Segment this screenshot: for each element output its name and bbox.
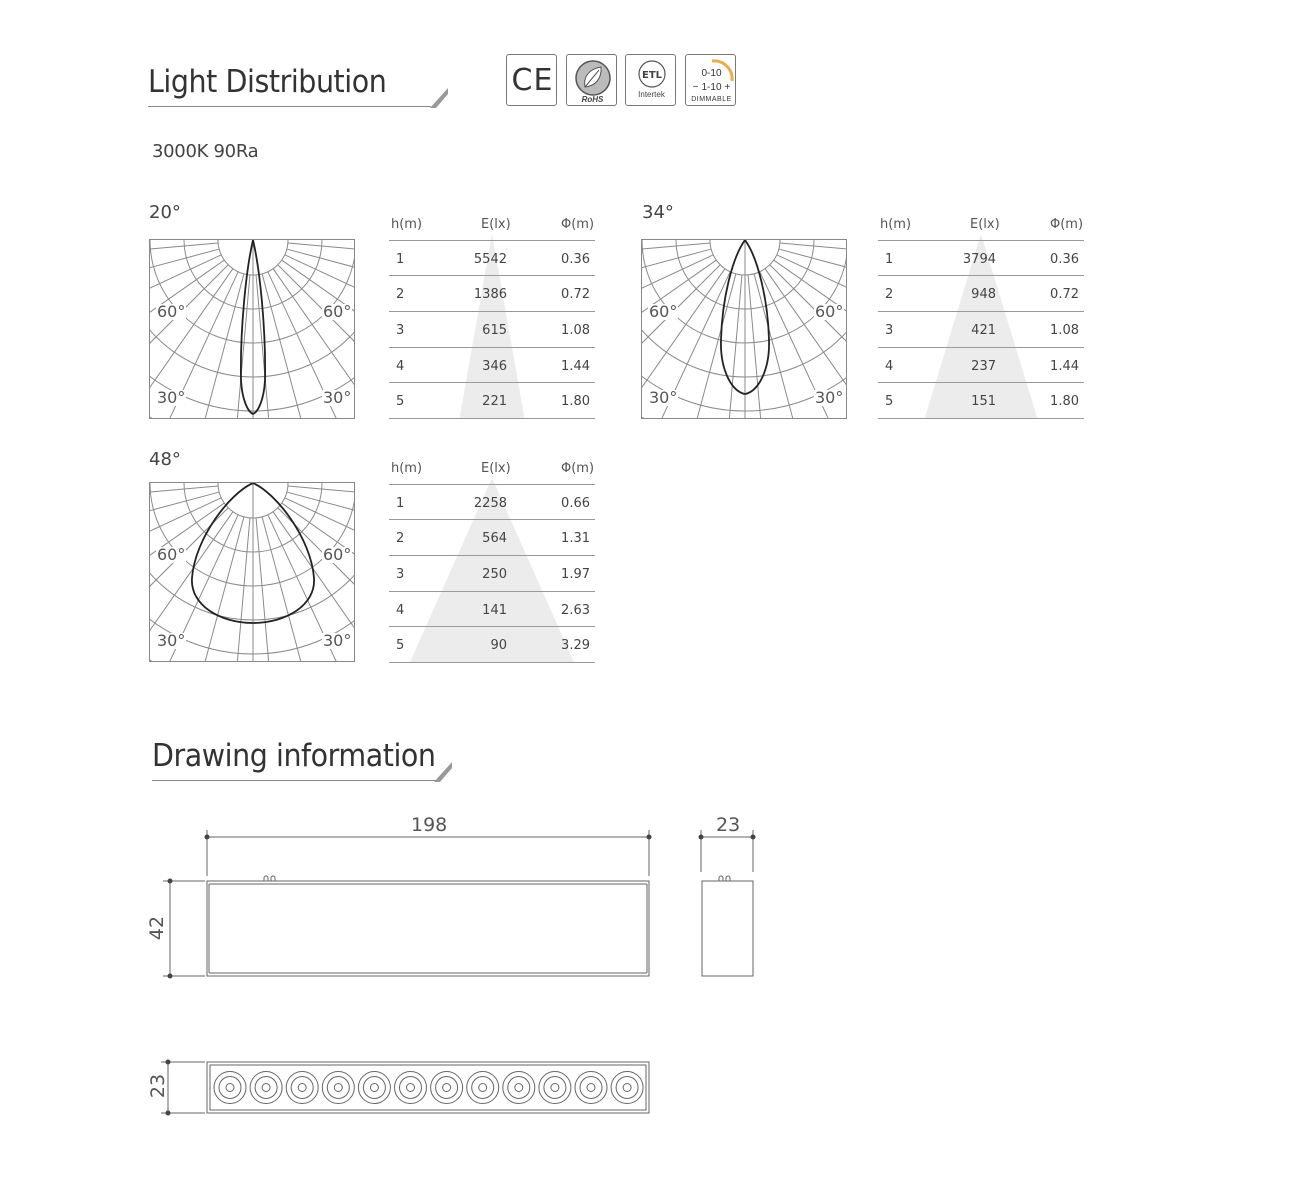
table-cell: 3 [885,323,894,338]
dimmable-range-2: − 1-10 + [692,82,731,93]
table-cell: 1.44 [561,359,590,374]
polar-angle-label: 30° [323,631,352,650]
led-lens [407,1084,415,1092]
column-header: Φ(m) [561,461,595,476]
table-cell: 2 [885,287,894,302]
led-lens [291,1077,313,1099]
table-cell: 1.97 [561,567,590,582]
led-lens [226,1084,234,1092]
led-lens [587,1084,595,1092]
table-cell: 0.72 [561,287,590,302]
column-header: h(m) [391,217,423,232]
table-cell: 1.44 [1050,359,1079,374]
table-cell: 2258 [473,496,507,511]
led-lens [544,1077,566,1099]
led-lens [472,1077,494,1099]
width-dimension-label: 23 [147,1073,170,1099]
led-lens [551,1084,559,1092]
intertek-label: Intertek [638,90,665,99]
table-cell: 5 [396,394,405,409]
depth-dimension-label: 23 [716,814,741,836]
table-cell: 2 [396,531,405,546]
polar-angle-label: 30° [323,388,352,407]
dimmable-range-1: 0-10 [701,68,722,79]
led-lens [508,1077,530,1099]
connector-pins [719,876,730,881]
column-header: E(lx) [481,461,511,476]
table-cell: 3794 [962,252,996,267]
table-cell: 421 [971,323,996,338]
beam-angle-label: 48° [149,449,181,470]
led-lens [436,1077,458,1099]
led-lens [334,1084,342,1092]
table-cell: 90 [490,638,507,653]
led-lens [443,1084,451,1092]
table-cell: 948 [971,287,996,302]
svg-text:ETL: ETL [641,70,663,81]
table-cell: 5542 [473,252,507,267]
polar-angle-label: 30° [649,388,678,407]
table-cell: 615 [482,323,507,338]
table-cell: 1.08 [561,323,590,338]
table-cell: 4 [396,359,405,374]
led-lens [616,1077,638,1099]
table-cell: 250 [482,567,507,582]
beam-angle-label: 20° [149,202,181,223]
table-cell: 1 [885,252,894,267]
table-cell: 1386 [473,287,507,302]
table-cell: 1 [396,252,405,267]
table-cell: 0.66 [561,496,590,511]
length-dimension-label: 198 [411,814,448,836]
polar-angle-label: 30° [157,388,186,407]
dimmable-label: DIMMABLE [691,96,732,103]
table-cell: 5 [396,638,405,653]
table-cell: 221 [482,394,507,409]
table-cell: 3.29 [561,638,590,653]
table-cell: 1.08 [1050,323,1079,338]
polar-angle-label: 60° [649,302,678,321]
table-cell: 4 [396,603,405,618]
polar-angle-label: 60° [157,545,186,564]
table-cell: 151 [971,394,996,409]
table-cell: 1.31 [561,531,590,546]
polar-angle-label: 60° [157,302,186,321]
table-cell: 5 [885,394,894,409]
rohs-label: RoHS [581,95,604,104]
polar-angle-label: 30° [815,388,844,407]
column-header: h(m) [391,461,423,476]
bottom-view-body [207,1062,649,1113]
ce-mark-text: CE [511,63,554,98]
table-cell: 1.80 [561,394,590,409]
led-lens [479,1084,487,1092]
polar-angle-label: 60° [815,302,844,321]
led-lens [580,1077,602,1099]
led-lens [623,1084,631,1092]
light-distribution-title: Light Distribution [148,64,387,100]
table-cell: 3 [396,323,405,338]
polar-angle-label: 60° [323,302,352,321]
led-lens [327,1077,349,1099]
led-lens [400,1077,422,1099]
table-cell: 346 [482,359,507,374]
table-cell: 2.63 [561,603,590,618]
led-lens [515,1084,523,1092]
led-lens [370,1084,378,1092]
polar-angle-label: 30° [157,631,186,650]
table-cell: 3 [396,567,405,582]
column-header: E(lx) [481,217,511,232]
column-header: Φ(m) [561,217,595,232]
column-header: h(m) [880,217,912,232]
table-cell: 1 [396,496,405,511]
drawing-information-title: Drawing information [152,738,436,774]
table-cell: 0.36 [1050,252,1079,267]
table-cell: 141 [482,603,507,618]
height-dimension-label: 42 [146,915,169,941]
table-cell: 237 [971,359,996,374]
led-lens [262,1084,270,1092]
table-cell: 4 [885,359,894,374]
led-lens [298,1084,306,1092]
polar-angle-label: 60° [323,545,352,564]
connector-pins [264,876,275,881]
table-cell: 0.36 [561,252,590,267]
color-temp-cri: 3000K 90Ra [152,141,259,162]
led-lens [255,1077,277,1099]
column-header: E(lx) [970,217,1000,232]
led-array [214,1072,643,1104]
led-lens [219,1077,241,1099]
led-lens [363,1077,385,1099]
table-cell: 1.80 [1050,394,1079,409]
table-cell: 2 [396,287,405,302]
side-view-body [702,881,753,976]
beam-angle-label: 34° [642,202,674,223]
table-cell: 564 [482,531,507,546]
column-header: Φ(m) [1050,217,1084,232]
table-cell: 0.72 [1050,287,1079,302]
front-view-body [207,881,649,976]
